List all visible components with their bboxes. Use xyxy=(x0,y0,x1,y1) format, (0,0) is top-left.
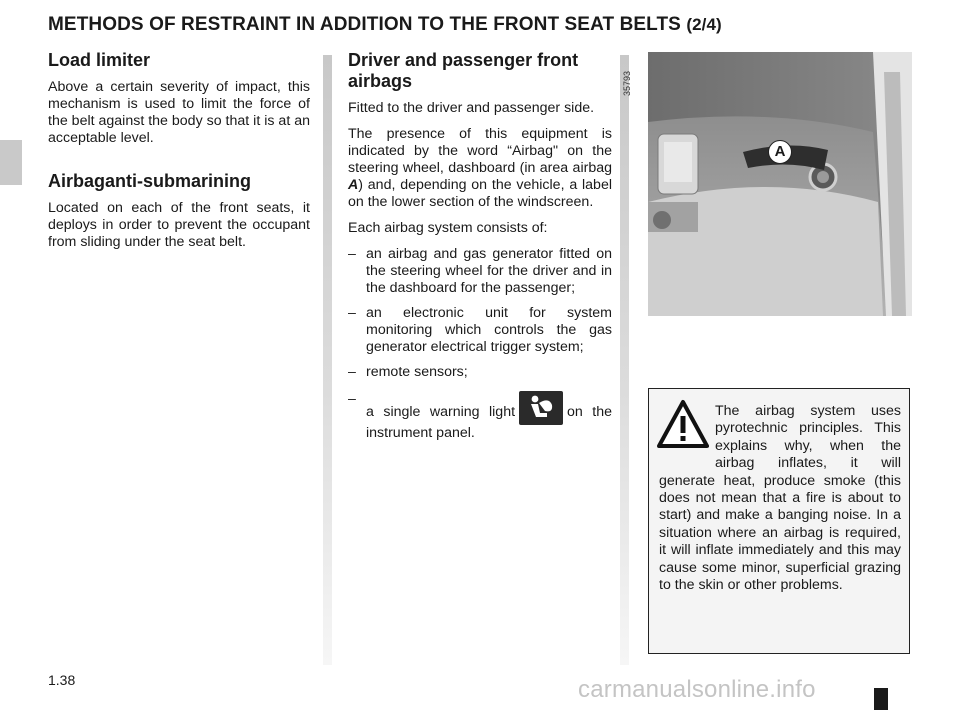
warning-paragraph xyxy=(659,403,901,594)
list-item-text: remote sensors; xyxy=(366,364,468,380)
list-dash: – xyxy=(348,391,356,407)
anti-submarining-heading: Airbaganti-submarining xyxy=(48,171,252,191)
list-item-text: a single warning light xyxy=(366,404,516,420)
load-limiter-text: Above a certain severity of impact, this mechanism is used to limit the force of the belt against the body so that it is at an acceptable level. xyxy=(48,79,310,146)
page-number: 1.38 xyxy=(48,672,76,688)
illustration-code: 35793 xyxy=(622,70,632,96)
title-text: METHODS OF RESTRAINT IN ADDITION TO THE FRONT SEAT BELTS xyxy=(48,14,681,35)
column-divider-left xyxy=(323,55,332,665)
list-dash: – xyxy=(348,364,356,380)
page-title xyxy=(48,14,722,36)
warning-text: The airbag system uses pyrotechnic principles. This explains why, when the airbag inflates, it will generate heat, produce smoke (this does not mean that a fire is about to start) and make a banging noise. In a situation where an airbag is required, it will inflate immediately and this may cause some minor, superficial grazing to the skin or other problems. xyxy=(659,403,901,594)
airbag-warning-light-icon xyxy=(519,391,563,425)
front-airbags-heading: Driver and passenger front airbags xyxy=(348,50,579,91)
consists-text: Each airbag system consists of: xyxy=(348,220,548,236)
presence-after: ) and, depending on the vehicle, a label on the lower section of the windscreen. xyxy=(348,177,612,210)
warning-box xyxy=(648,388,910,654)
middle-column xyxy=(348,50,612,450)
column-divider-right xyxy=(620,55,629,665)
page-edge-marker xyxy=(874,688,888,710)
area-a-label: A xyxy=(768,140,792,164)
airbag-components-list xyxy=(348,246,612,442)
presence-text xyxy=(348,126,612,211)
fitted-text: Fitted to the driver and passenger side. xyxy=(348,100,595,116)
section-tab-marker xyxy=(0,140,22,185)
watermark: carmanualsonline.info xyxy=(578,676,816,703)
list-item xyxy=(348,246,612,297)
presence-before: The presence of this equipment is indicated by the word “Airbag" on the steering wheel, dashboard (in area airbag xyxy=(348,126,612,176)
left-column xyxy=(48,50,310,260)
list-item-text: on the instrument panel. xyxy=(366,404,612,441)
presence-ref: A xyxy=(348,177,359,193)
list-item xyxy=(348,364,612,381)
list-dash: – xyxy=(348,305,356,321)
list-item xyxy=(348,391,612,442)
list-item-text: an electronic unit for system monitoring which controls the gas generator electrical trigger system; xyxy=(366,305,612,355)
anti-submarining-text: Located on each of the front seats, it deploys in order to prevent the occupant from sliding under the seat belt. xyxy=(48,200,310,250)
load-limiter-heading: Load limiter xyxy=(48,50,151,70)
list-dash: – xyxy=(348,246,356,262)
list-item-text: an airbag and gas generator fitted on the steering wheel for the driver and in the dashboard for the passenger; xyxy=(366,246,612,296)
list-item xyxy=(348,305,612,356)
title-part: (2/4) xyxy=(686,15,722,34)
dashboard-illustration xyxy=(648,52,912,316)
